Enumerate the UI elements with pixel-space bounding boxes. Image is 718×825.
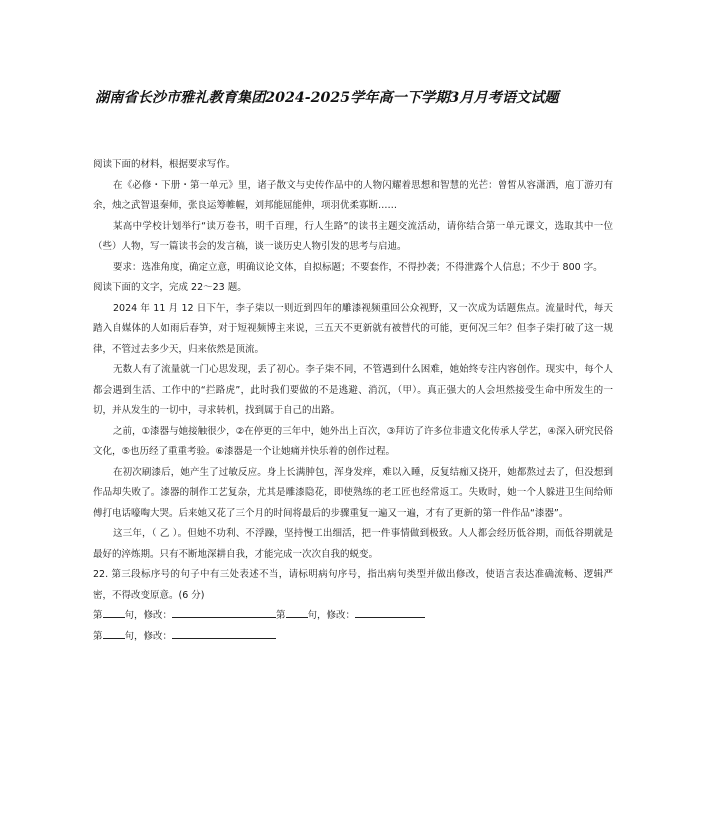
reading-paragraph-2: 无数人有了流量就一门心思发现，丢了初心。李子柒不同，不管遇到什么困难，她始终专注内容创作。现实中，每个人都会遇到生活、工作中的“拦路虎”，此时我们要做的不是逃避、消沉，（甲）。真正强大的人会坦然接受生命中所发生的一切，并从发生的一切中，寻求转机，找到属于自己的出路。 bbox=[93, 364, 613, 416]
answer-label: 句，修改： bbox=[124, 610, 173, 621]
answer-prefix: 第 bbox=[276, 610, 286, 621]
answer-line-1 bbox=[93, 606, 613, 627]
answer-label: 句，修改： bbox=[307, 610, 356, 621]
reading-intro: 阅读下面的文字，完成 22～23 题。 bbox=[93, 282, 247, 293]
writing-paragraph-1: 在《必修・下册・第一单元》里，诸子散文与史传作品中的人物闪耀着思想和智慧的光芒：曾皙从容潇洒，庖丁游刃有余，烛之武智退秦师，张良运筹帷幄，刘邦能屈能伸，项羽优柔寡断…… bbox=[93, 179, 613, 211]
reading-paragraph-4: 在初次刷漆后，她产生了过敏反应。身上长满肿包，浑身发痒，难以入睡，反复结痂又挠开，她都熬过去了，但没想到作品却失败了。漆器的制作工艺复杂，尤其是雕漆隐花，即使熟练的老工匠也经常返工。失败时，她一个人躲进卫生间给师傅打电话嚎啕大哭。后来她又花了三个月的时间将最后的步骤重复一遍又一遍，才有了更新的第一件作品“漆器”。 bbox=[93, 466, 613, 519]
sentence-number-blank[interactable] bbox=[103, 627, 125, 639]
revision-blank[interactable] bbox=[172, 606, 276, 618]
answer-prefix: 第 bbox=[93, 610, 103, 621]
reading-paragraph-1: 2024 年 11 月 12 日下午，李子柒以一则近到四年的雕漆视频重回公众视野，又一次成为话题焦点。流量时代，每天踏入自媒体的人如雨后春笋，对于短视频博主来说，三五天不更新就有被替代的可能，更何况三年？但李子柒打破了这一规律，不管过去多少天，归来依然是顶流。 bbox=[93, 302, 613, 355]
answer-line-2 bbox=[93, 627, 613, 648]
answer-label: 句，修改： bbox=[124, 630, 173, 642]
sentence-number-blank[interactable] bbox=[286, 606, 308, 618]
writing-paragraph-2: 某高中学校计划举行“读万卷书，明千百理，行人生路”的读书主题交流活动，请你结合第一单元课文，选取其中一位（些）人物，写一篇读书会的发言稿，谈一谈历史人物引发的思考与启迪。 bbox=[93, 220, 613, 252]
answer-prefix: 第 bbox=[93, 630, 103, 642]
reading-paragraph-5: 这三年，（ 乙 ）。但她不功利、不浮躁，坚持慢工出细活，把一件事情做到极致。人人都会经历低谷期，而低谷期就是最好的淬炼期。只有不断地深耕自我，才能完成一次次自我的蜕变。 bbox=[93, 528, 613, 560]
writing-intro: 阅读下面的材料，根据要求写作。 bbox=[93, 159, 236, 170]
writing-requirements: 要求：选准角度，确定立意，明确议论文体，自拟标题；不要套作，不得抄袭；不得泄露个人信息；不少于 800 字。 bbox=[113, 261, 603, 273]
reading-paragraph-3: 之前，①漆器与她接触很少，②在停更的三年中，她外出上百次，③拜访了许多位非遗文化传承人学艺，④深入研究民俗文化，⑤也历经了重重考验。⑥漆器是一个让她痛并快乐着的创作过程。 bbox=[93, 425, 613, 457]
document-body bbox=[93, 155, 613, 647]
revision-blank[interactable] bbox=[172, 627, 276, 639]
revision-blank[interactable] bbox=[355, 606, 425, 618]
document-title: 湖南省长沙市雅礼教育集团2024-2025学年高一下学期3月月考语文试题 bbox=[95, 90, 559, 106]
question-22: 22. 第三段标序号的句子中有三处表述不当，请标明病句序号，指出病句类型并做出修改，使语言表达准确流畅、逻辑严密，不得改变原意。(6 分) bbox=[93, 569, 613, 601]
sentence-number-blank[interactable] bbox=[103, 606, 125, 618]
